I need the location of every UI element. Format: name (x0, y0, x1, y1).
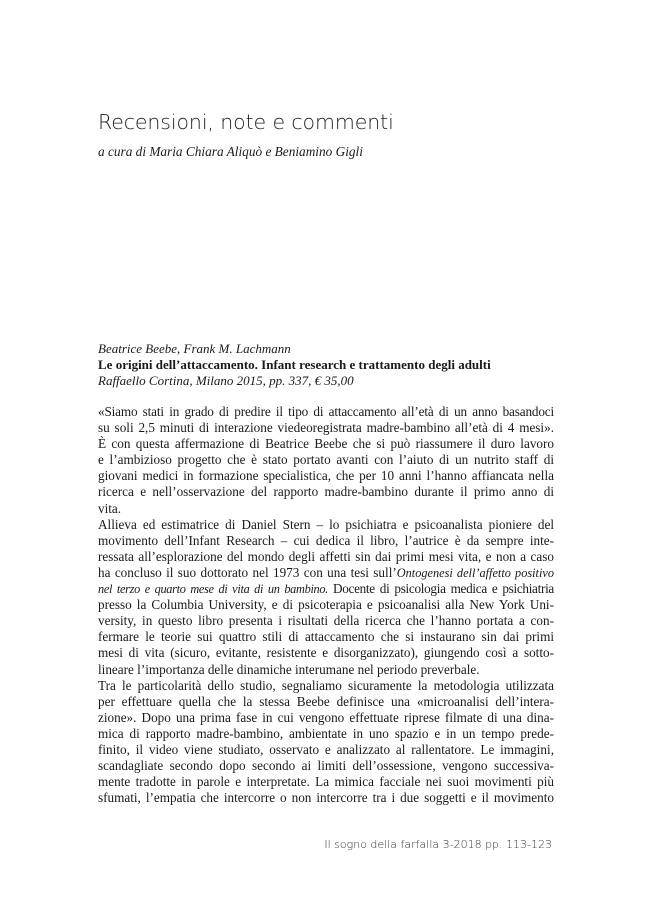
text-line: «Siamo stati in grado di predire il tipo di attaccamento all’età di un anno basandoci (98, 404, 554, 419)
book-publication-info: Raffaello Cortina, Milano 2015, pp. 337, € 35,00 (98, 373, 354, 388)
text-line: giovani medici in formazione specialistica, che per 10 anni l’hanno affiancata nella (98, 468, 554, 484)
section-editors: a cura di Maria Chiara Aliquò e Beniamino Gigli (98, 144, 363, 159)
text-line: ressata all’esplorazione del mondo degli affetti sin dai primi mesi vita, e non a caso (98, 548, 554, 564)
text-line: ricerca e nell’osservazione del rapporto madre-bambino durante il primo anno di (98, 484, 554, 500)
book-authors: Beatrice Beebe, Frank M. Lachmann (98, 341, 291, 356)
section-title: Recensioni, note e commenti (98, 110, 394, 134)
footer-citation: Il sogno della farfalla 3-2018 pp. 113-123 (324, 838, 552, 851)
text-line: È con questa affermazione di Beatrice Beebe che si può riassumere il duro lavoro (98, 436, 554, 452)
text-line: mesi di vita (sicuro, evitante, resistente e disorganizzato), giungendo così a sotto- (98, 645, 554, 661)
text-line: presso la Columbia University, e di psicoterapia e psicoanalisi alla New York Uni- (98, 597, 554, 613)
text-line: versity, in questo libro presenta i risultati della ricerca che l’hanno portata a con- (98, 613, 554, 629)
text-line: mente tradotte in parole e interpretate. La mimica facciale nei suoi movimenti più (98, 774, 554, 790)
text-line: vita. (98, 500, 122, 516)
italic-thesis-title: nel terzo e quarto mese di vita di un bambino. (98, 582, 329, 597)
book-title: Le origini dell’attaccamento. Infant research e trattamento degli adulti (98, 357, 491, 372)
text-segment: ha concluso il suo dottorato nel 1973 con una tesi sull’ (98, 564, 397, 580)
text-line (98, 581, 554, 597)
italic-thesis-title: Ontogenesi dell’affetto positivo (396, 565, 554, 580)
text-line: e l’ambizioso progetto che è stato portato avanti con l’aiuto di un nutrito staff di (98, 452, 554, 468)
text-line: Tra le particolarità dello studio, segnaliamo sicuramente la metodologia utilizzata (98, 677, 554, 693)
text-line: sfumati, l’empatia che intercorre o non intercorre tra i due soggetti e il movimento (98, 790, 554, 806)
book-reference (98, 341, 558, 389)
text-line: su soli 2,5 minuti di interazione viedeoregistrata madre-bambino all’età di 4 mesi». (98, 420, 554, 436)
review-body (98, 404, 554, 806)
text-line: mica di rapporto madre-bambino, ambientate in uno spazio e in un tempo prede- (98, 725, 554, 741)
text-line: Allieva ed estimatrice di Daniel Stern – lo psichiatra e psicoanalista pioniere del (98, 516, 554, 532)
text-line: finito, il video viene studiato, osservato e analizzato al rallentatore. Le immagini, (98, 741, 554, 757)
text-line: per effettuare quella che la stessa Beebe definisce una «microanalisi dell’intera- (98, 693, 554, 709)
text-line: movimento dell’Infant Research – cui dedica il libro, l’autrice è da sempre inte- (98, 532, 554, 548)
text-line: fermare le teorie sui quattro stili di attaccamento che si instaurano sin dai primi (98, 629, 554, 645)
text-line: lineare l’importanza delle dinamiche interumane nel periodo preverbale. (98, 661, 480, 677)
text-line: zione». Dopo una prima fase in cui vengono effettuate riprese filmate di una dina- (98, 709, 554, 725)
text-segment: Docente di psicologia medica e psichiatria (328, 581, 554, 597)
text-line (98, 565, 554, 581)
text-line: scandagliate secondo dopo secondo ai limiti dell’ossessione, vengono successiva- (98, 758, 554, 774)
